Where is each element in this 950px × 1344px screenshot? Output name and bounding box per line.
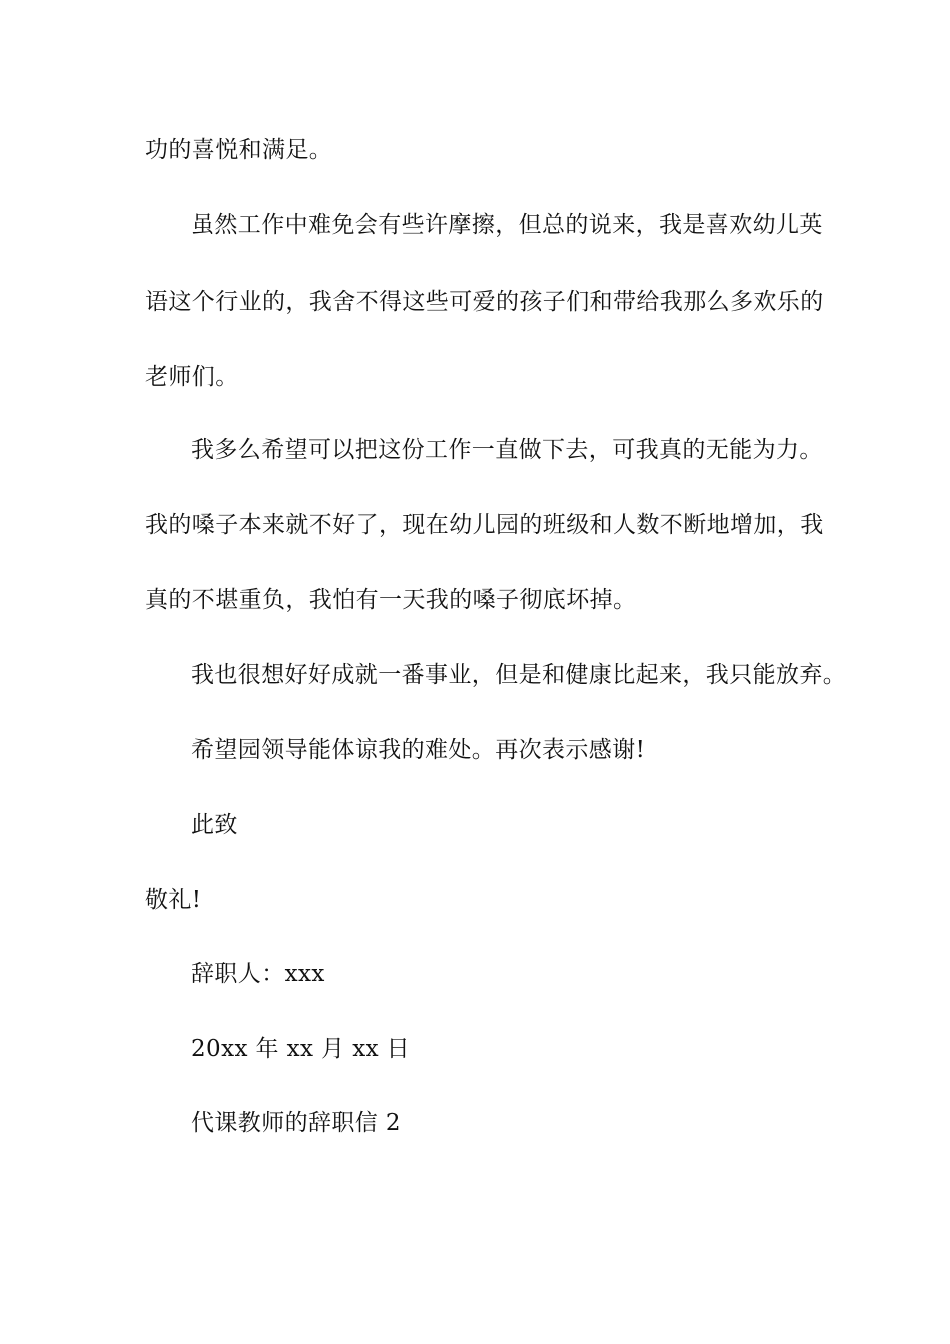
paragraph-line: 真的不堪重负，我怕有一天我的嗓子彻底坏掉。: [145, 587, 637, 613]
paragraph-line: 我的嗓子本来就不好了，现在幼儿园的班级和人数不断地增加，我: [145, 512, 824, 538]
paragraph-line: 老师们。: [145, 364, 239, 390]
paragraph-line: 我多么希望可以把这份工作一直做下去，可我真的无能为力。: [191, 437, 823, 463]
closing-salutation: 此致: [191, 812, 238, 838]
paragraph-line: 功的喜悦和满足。: [145, 137, 333, 163]
closing-respect: 敬礼!: [145, 887, 202, 913]
paragraph-line: 希望园领导能体谅我的难处。再次表示感谢!: [191, 737, 646, 763]
paragraph-line: 语这个行业的，我舍不得这些可爱的孩子们和带给我那么多欢乐的: [145, 289, 824, 315]
section-title: 代课教师的辞职信 2: [191, 1110, 401, 1136]
paragraph-line: 虽然工作中难免会有些许摩擦，但总的说来，我是喜欢幼儿英: [191, 212, 823, 238]
paragraph-line: 我也很想好好成就一番事业，但是和健康比起来，我只能放弃。: [191, 662, 847, 688]
signature-line: 辞职人：xxx: [191, 961, 325, 987]
date-line: 20xx 年 xx 月 xx 日: [191, 1036, 411, 1062]
